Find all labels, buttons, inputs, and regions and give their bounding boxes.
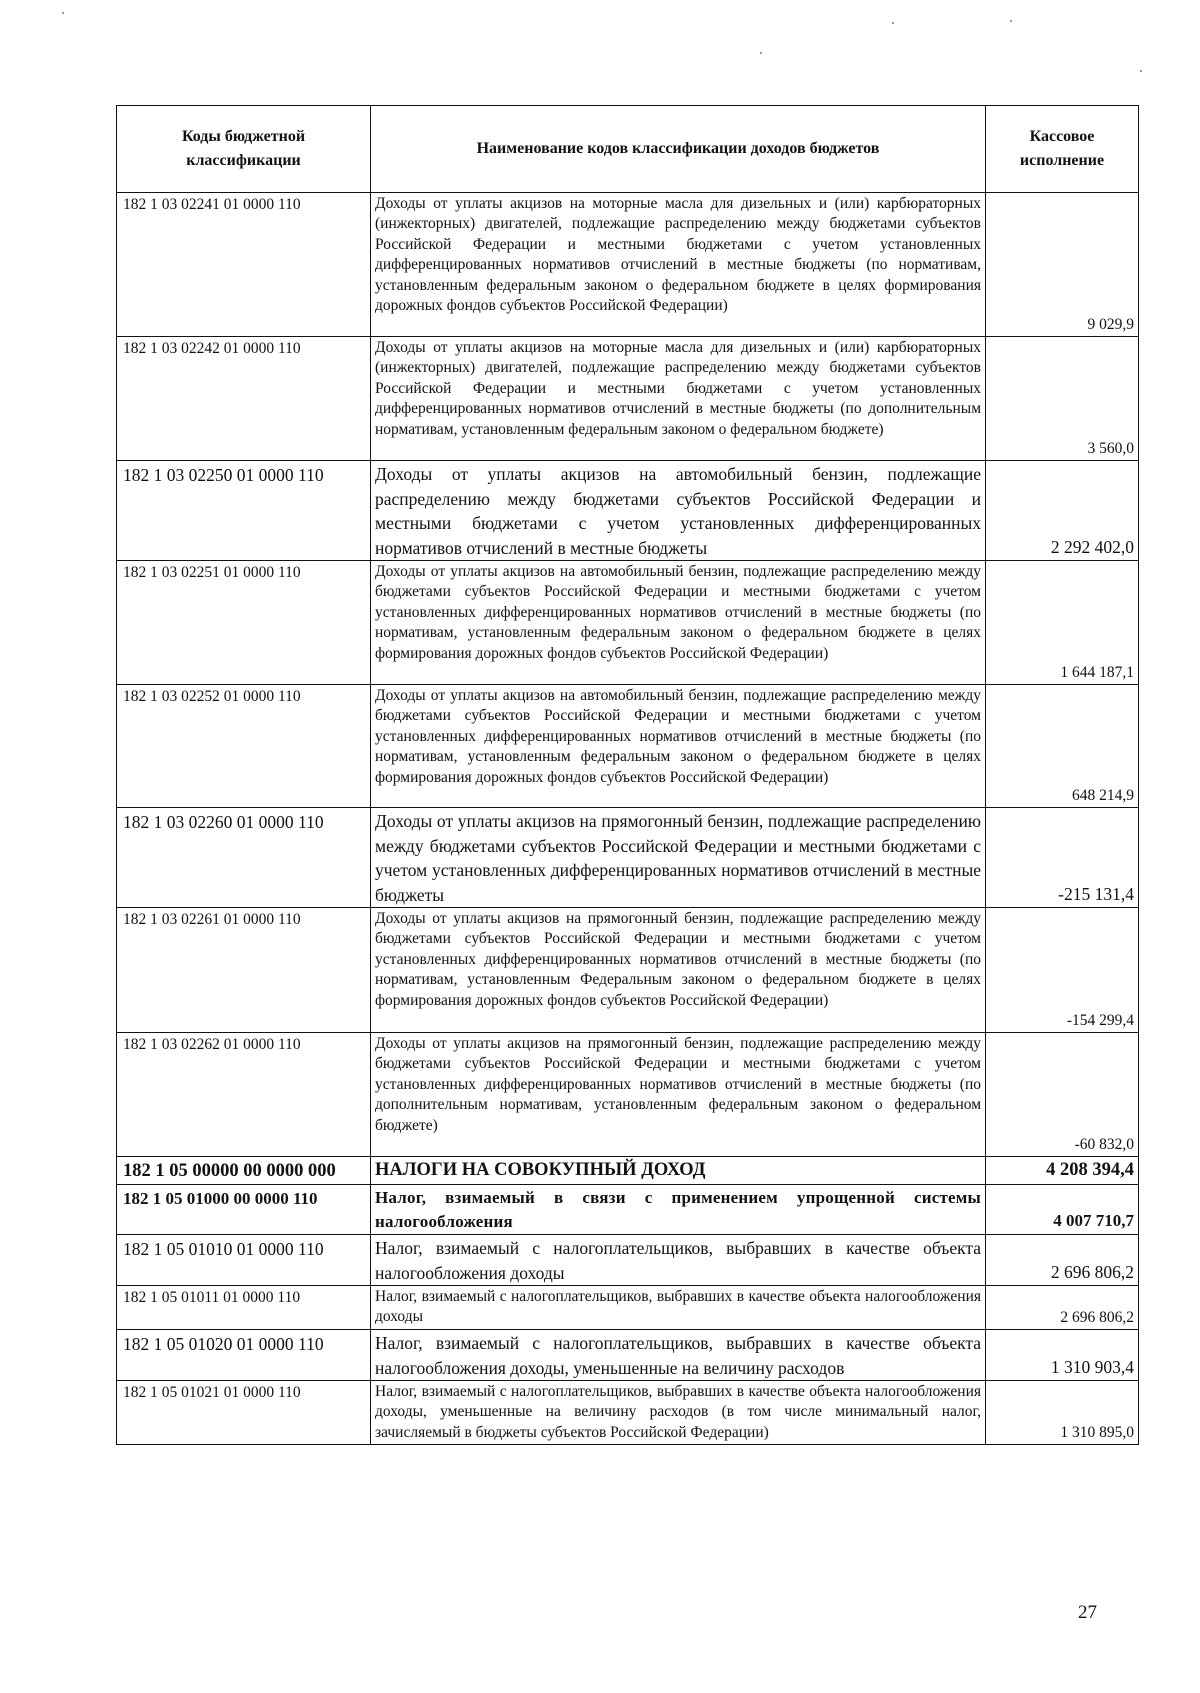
row-code: 182 1 03 02251 01 0000 110	[117, 561, 371, 685]
row-code: 182 1 05 01021 01 0000 110	[117, 1381, 371, 1445]
row-name: Доходы от уплаты акцизов на прямогонный бензин, подлежащие распределению между бюджетами субъектов Российской Федерации и местными бюджетами с учетом установленных дифференцированных нормативов отчислений в местные бюджеты (по дополнительным нормативам, установленным федеральным законом о федеральном бюджете)	[371, 1033, 986, 1157]
row-code: 182 1 03 02260 01 0000 110	[117, 808, 371, 908]
row-sum: -60 832,0	[986, 1033, 1139, 1157]
row-name: Доходы от уплаты акцизов на автомобильный бензин, подлежащие распределению между бюджетами субъектов Российской Федерации и местными бюджетами с учетом установленных дифференцированных нормативов отчислений в местные бюджеты	[371, 461, 986, 561]
table-row	[117, 461, 1139, 561]
row-sum: 1 644 187,1	[986, 561, 1139, 685]
table-row	[117, 808, 1139, 908]
header-budget-codes: Коды бюджетной классификации	[117, 106, 371, 193]
row-code: 182 1 03 02241 01 0000 110	[117, 193, 371, 337]
row-code: 182 1 03 02250 01 0000 110	[117, 461, 371, 561]
subsection-row	[117, 1185, 1139, 1235]
row-code: 182 1 03 02262 01 0000 110	[117, 1033, 371, 1157]
row-sum: 9 029,9	[986, 193, 1139, 337]
scan-speck	[760, 52, 762, 54]
table-row	[117, 1286, 1139, 1330]
row-code: 182 1 05 01000 00 0000 110	[117, 1185, 371, 1235]
row-code: 182 1 03 02261 01 0000 110	[117, 908, 371, 1033]
row-name: Налог, взимаемый с налогоплательщиков, выбравших в качестве объекта налогообложения доходы	[371, 1286, 986, 1330]
row-name: Налог, взимаемый с налогоплательщиков, выбравших в качестве объекта налогообложения доходы, уменьшенные на величину расходов	[371, 1330, 986, 1381]
row-name: НАЛОГИ НА СОВОКУПНЫЙ ДОХОД	[371, 1157, 986, 1185]
section-row	[117, 1157, 1139, 1185]
row-sum: 2 696 806,2	[986, 1286, 1139, 1330]
row-name: Доходы от уплаты акцизов на прямогонный бензин, подлежащие распределению между бюджетами субъектов Российской Федерации и местными бюджетами с учетом установленных дифференцированных нормативов отчислений в местные бюджеты (по нормативам, установленным Федеральным законом о федеральном бюджете в целях формирования дорожных фондов субъектов Российской Федерации)	[371, 908, 986, 1033]
budget-revenue-table	[116, 105, 1139, 1445]
row-code: 182 1 03 02242 01 0000 110	[117, 337, 371, 461]
scan-speck	[892, 22, 894, 24]
table-row	[117, 561, 1139, 685]
table-row	[117, 193, 1139, 337]
row-sum: 4 007 710,7	[986, 1185, 1139, 1235]
row-sum: 4 208 394,4	[986, 1157, 1139, 1185]
row-name: Налог, взимаемый с налогоплательщиков, выбравших в качестве объекта налогообложения доходы	[371, 1235, 986, 1286]
row-name: Доходы от уплаты акцизов на автомобильный бензин, подлежащие распределению между бюджетами субъектов Российской Федерации и местными бюджетами с учетом установленных дифференцированных нормативов отчислений в местные бюджеты (по нормативам, установленным федеральным законом о федеральном бюджете в целях формирования дорожных фондов субъектов Российской Федерации)	[371, 561, 986, 685]
row-sum: 2 292 402,0	[986, 461, 1139, 561]
row-name: Доходы от уплаты акцизов на прямогонный бензин, подлежащие распределению между бюджетами субъектов Российской Федерации и местными бюджетами с учетом установленных дифференцированных нормативов отчислений в местные бюджеты	[371, 808, 986, 908]
table-row	[117, 685, 1139, 808]
row-code: 182 1 05 00000 00 0000 000	[117, 1157, 371, 1185]
row-name: Налог, взимаемый с налогоплательщиков, выбравших в качестве объекта налогообложения доходы, уменьшенные на величину расходов (в том числе минимальный налог, зачисляемый в бюджеты субъектов Российской Федерации)	[371, 1381, 986, 1445]
header-cash-execution: Кассовое исполнение	[986, 106, 1139, 193]
row-code: 182 1 05 01011 01 0000 110	[117, 1286, 371, 1330]
row-name: Доходы от уплаты акцизов на моторные масла для дизельных и (или) карбюраторных (инжекторных) двигателей, подлежащие распределению между бюджетами субъектов Российской Федерации и местными бюджетами с учетом установленных дифференцированных нормативов отчислений в местные бюджеты (по нормативам, установленным федеральным законом о федеральном бюджете в целях формирования дорожных фондов субъектов Российской Федерации)	[371, 193, 986, 337]
table-row	[117, 1235, 1139, 1286]
header-code-names: Наименование кодов классификации доходов бюджетов	[371, 106, 986, 193]
table-row	[117, 1033, 1139, 1157]
scan-speck	[1010, 20, 1012, 22]
row-sum: 2 696 806,2	[986, 1235, 1139, 1286]
table-header-row	[117, 106, 1139, 193]
row-code: 182 1 05 01020 01 0000 110	[117, 1330, 371, 1381]
row-sum: 1 310 903,4	[986, 1330, 1139, 1381]
row-sum: 3 560,0	[986, 337, 1139, 461]
row-code: 182 1 05 01010 01 0000 110	[117, 1235, 371, 1286]
row-name: Налог, взимаемый в связи с применением упрощенной системы налогообложения	[371, 1185, 986, 1235]
row-name: Доходы от уплаты акцизов на моторные масла для дизельных и (или) карбюраторных (инжекторных) двигателей, подлежащие распределению между бюджетами субъектов Российской Федерации и местными бюджетами с учетом установленных дифференцированных нормативов отчислений в местные бюджеты (по дополнительным нормативам, установленным федеральным законом о федеральном бюджете)	[371, 337, 986, 461]
row-name: Доходы от уплаты акцизов на автомобильный бензин, подлежащие распределению между бюджетами субъектов Российской Федерации и местными бюджетами с учетом установленных дифференцированных нормативов отчислений в местные бюджеты (по нормативам, установленным федеральным законом о федеральном бюджете в целях формирования дорожных фондов субъектов Российской Федерации)	[371, 685, 986, 808]
row-sum: -215 131,4	[986, 808, 1139, 908]
page-number: 27	[1078, 1602, 1097, 1623]
table-row	[117, 908, 1139, 1033]
scan-speck	[1140, 70, 1142, 72]
row-code: 182 1 03 02252 01 0000 110	[117, 685, 371, 808]
row-sum: -154 299,4	[986, 908, 1139, 1033]
row-sum: 648 214,9	[986, 685, 1139, 808]
table-row	[117, 1330, 1139, 1381]
table-row	[117, 337, 1139, 461]
row-sum: 1 310 895,0	[986, 1381, 1139, 1445]
table-row	[117, 1381, 1139, 1445]
scan-speck	[62, 12, 64, 14]
